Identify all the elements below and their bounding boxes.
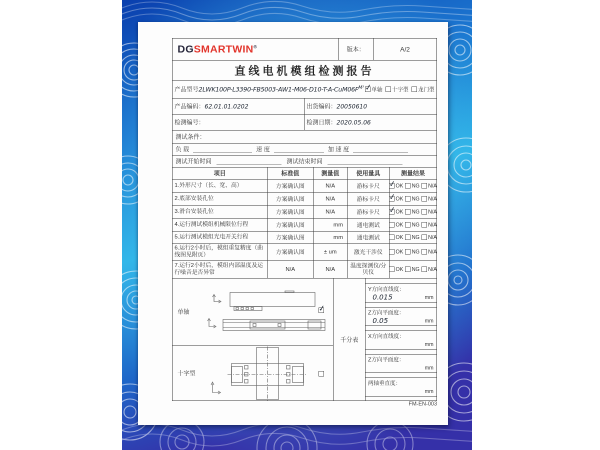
measurement-box: Z方向平面度： 0.05 mm: [366, 307, 437, 326]
checkbox-ng: [405, 235, 411, 241]
item-text: 4.运行测试模组机械限位行程: [173, 219, 268, 232]
col-result: 测量结果: [400, 170, 425, 177]
checkbox-ok: [390, 249, 395, 255]
accel-label: 加 速 度: [327, 146, 350, 153]
start-time-blank: [217, 158, 282, 165]
single-axis-label: 单轴: [177, 308, 190, 316]
checkbox-ok: [390, 196, 395, 202]
result-checkboxes: ✓ OK NG N/A: [392, 196, 435, 202]
checkbox-ok: [390, 209, 395, 215]
inspection-date-value: 2020.05.06: [336, 118, 371, 126]
checkbox-ok: [390, 267, 395, 273]
table-header-row: [173, 168, 437, 180]
col-item: 项目: [173, 168, 268, 180]
test-conditions-row: [173, 131, 437, 144]
version-label: 版本：: [339, 39, 374, 61]
module-diagrams: [173, 279, 334, 402]
table-row: 4.运行测试模组机械限位行程 方案确认图 mm 通电测试 OK NG N/A: [173, 219, 437, 232]
table-row: 2.底部安装孔位 方案确认图 N/A 游标卡尺 ✓ OK NG N/A: [173, 193, 437, 206]
table-row: 3.滑台安装孔位 方案确认图 N/A 游标卡尺 ✓ OK NG N/A: [173, 206, 437, 219]
col-tool: 使用量具: [348, 168, 390, 180]
item-text: 2.底部安装孔位: [173, 193, 268, 206]
checkbox-cross: [386, 87, 392, 93]
product-code: 产品编码： 62.01.01.0202: [173, 99, 305, 115]
inspection-date: 检测日期： 2020.05.06: [306, 118, 371, 126]
single-axis-checkbox: [319, 308, 325, 314]
shipment-code: 出货编码： 20050610: [306, 102, 368, 110]
model-value-handwritten: $2LWK100P-L3390-FB5003-AW1-M06-D10-T-A-CuM06F^{M^3}$: [198, 85, 364, 94]
checkbox-ng: [405, 267, 411, 273]
straightness-measurements: [366, 279, 437, 402]
speed-label: 速 度: [256, 146, 270, 153]
table-row: 1.外形尺寸（长、宽、高） 方案确认图 N/A 游标卡尺 ✓ OK NG N/A: [173, 180, 437, 193]
checkbox-ok: [390, 183, 395, 189]
type-option-single-axis: ✓ 单轴: [365, 85, 383, 93]
checkbox-ng: [405, 209, 411, 215]
test-time-row: [173, 156, 437, 168]
result-checkboxes: ✓ OK NG N/A: [392, 183, 435, 189]
checkbox-na: [422, 209, 428, 215]
test-conditions-label: 测试条件：: [175, 133, 206, 141]
product-code-row: [173, 99, 437, 115]
item-text: 1.外形尺寸（长、宽、高）: [173, 180, 268, 193]
checkbox-ok: [390, 235, 395, 241]
shipment-code-value: 20050610: [336, 102, 368, 110]
measurement-value: 0.015: [372, 293, 393, 302]
table-row: 5.运行测试模组光电开关行程 方案确认图 mm 通电测试 OK NG N/A: [173, 232, 437, 244]
speed-blank: [274, 146, 324, 153]
company-logo: [173, 39, 339, 61]
cross-type-label: 十字型: [177, 370, 196, 377]
cross-type-drawing: [207, 346, 327, 400]
col-standard: 标准值: [268, 168, 314, 180]
result-checkboxes: OK NG N/A: [392, 266, 435, 272]
checkbox-gantry: [412, 87, 418, 93]
type-option-cross: 十字型: [386, 85, 409, 93]
measurement-box: Y方向直线度： 0.015 mm: [366, 284, 437, 303]
end-time-label: 测试结束时间: [286, 158, 323, 165]
report-form: [172, 38, 437, 401]
start-time-label: 测试开始时间: [175, 158, 212, 165]
load-speed-accel-row: [173, 144, 437, 156]
report-title: 直线电机模组检测报告: [234, 64, 375, 77]
cross-type-diagram-row: [173, 346, 334, 402]
measurement-value: 0.05: [372, 317, 389, 325]
type-option-gantry: 龙门型: [412, 85, 435, 93]
item-text: 5.运行测试模组光电开关行程: [173, 232, 268, 244]
model-label: 产品型号: [174, 86, 199, 93]
form-code: FM-EN-003: [408, 401, 437, 407]
header-row: [173, 39, 437, 61]
load-blank: [193, 146, 252, 153]
result-checkboxes: ✓ OK NG N/A: [392, 209, 435, 215]
checkbox-single-axis: [365, 87, 371, 93]
table-row: 6.运行2小时后，模组重复精度（曲线图见附页） 方案确认图 ± um 激光干涉仪 OK NG N/A: [173, 244, 437, 261]
inspection-number: 检测编号：: [173, 115, 305, 131]
item-text: 7.运行2小时后，模组内部温度及运行噪音是否异常: [173, 261, 268, 279]
load-label: 负 载: [175, 146, 190, 153]
result-checkboxes: OK NG N/A: [392, 234, 435, 240]
end-time-blank: [328, 158, 403, 165]
inspection-report-paper: [138, 22, 448, 425]
result-checkboxes: OK NG N/A: [392, 249, 435, 255]
checkbox-na: [422, 235, 428, 241]
inspection-no-row: [173, 115, 437, 131]
logo-smartwin: SMARTWIN: [193, 43, 254, 55]
version-value: A/2: [400, 45, 410, 53]
measurement-box: X方向直线度： mm: [366, 331, 437, 350]
logo-dg: DG: [177, 43, 194, 55]
single-axis-diagram-row: [173, 279, 334, 346]
product-code-value: 62.01.01.0202: [204, 102, 249, 110]
registered-mark: ®: [253, 44, 258, 50]
product-model-row: [173, 81, 437, 99]
checkbox-na: [422, 183, 428, 189]
single-axis-side-view-drawing: [210, 290, 325, 313]
checkbox-ok: [390, 222, 395, 228]
checkbox-na: [422, 222, 428, 228]
measurement-box: 两轴垂直度： mm: [366, 378, 437, 397]
cross-type-checkbox: [319, 371, 325, 377]
item-text: 3.滑台安装孔位: [173, 206, 268, 219]
measurement-box: Z方向平面度： mm: [366, 354, 437, 373]
dial-gauge-label: 千分表: [334, 279, 366, 402]
single-axis-top-view-drawing: [205, 317, 330, 333]
checkbox-na: [422, 196, 428, 202]
checkbox-na: [422, 267, 428, 273]
accel-blank: [353, 146, 408, 153]
checkbox-ng: [405, 222, 411, 228]
result-checkboxes: OK NG N/A: [392, 222, 435, 228]
item-text: 6.运行2小时后，模组重复精度（曲线图见附页）: [173, 244, 268, 261]
col-measured: 测量值: [314, 168, 348, 180]
checkbox-ng: [405, 183, 411, 189]
title-row: [173, 61, 437, 81]
checkbox-na: [422, 249, 428, 255]
diagram-section: [173, 279, 437, 402]
table-row: 7.运行2小时后，模组内部温度及运行噪音是否异常 N/A N/A 温度探测仪/分贝仪 OK NG N/A: [173, 261, 437, 279]
checkbox-ng: [405, 196, 411, 202]
module-type-options: [365, 85, 435, 93]
checkbox-ng: [405, 249, 411, 255]
